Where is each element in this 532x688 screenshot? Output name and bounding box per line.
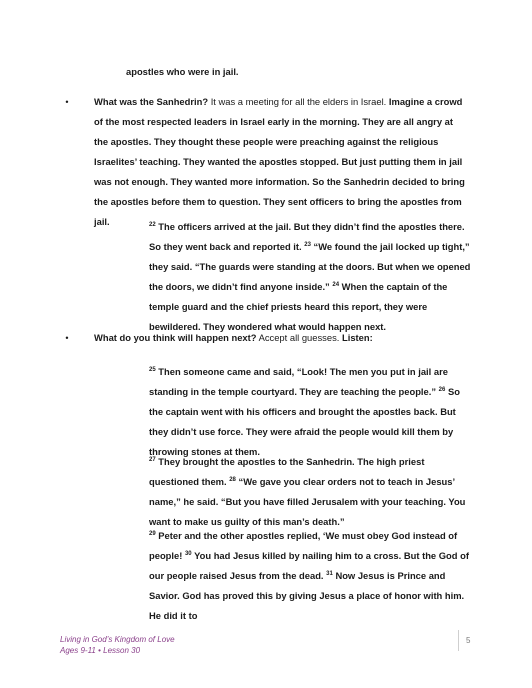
bullet-q1: • — [65, 97, 69, 107]
verse-text: Now Jesus is Prince and Savior. God has proved this by giving Jesus a place of honor with him. He did it to — [149, 570, 465, 621]
verse-number: 28 — [229, 477, 236, 483]
verse-text: Peter and the other apostles replied, ‘We must obey God instead of people! — [149, 530, 458, 561]
scripture-quote-29-31 — [149, 526, 474, 626]
verse-text: You had Jesus killed by nailing him to a cross. But the God of our people raised Jesus from the dead. — [149, 550, 469, 581]
scripture-quote-25-26 — [149, 362, 474, 462]
verse-text: Then someone came and said, “Look! The men you put in jail are standing in the temple courtyard. They are teaching the people.” — [149, 366, 448, 397]
question-sanhedrin — [94, 92, 469, 232]
continuation-text: apostles who were in jail. — [126, 66, 239, 77]
verse-number: 24 — [332, 282, 340, 288]
verse-number: 23 — [304, 242, 311, 248]
footer-separator: • — [98, 646, 101, 655]
verse-number: 25 — [149, 367, 156, 373]
question-label: What was the Sanhedrin? — [94, 96, 209, 107]
verse-number: 26 — [438, 387, 446, 393]
verse-text: “We gave you clear orders not to teach in Jesus’ name,” he said. “But you have filled Jerusalem with your teaching. You want to make us guilty of this man’s death.” — [149, 476, 466, 527]
scripture-quote-27-28 — [149, 452, 474, 532]
footer-title — [60, 634, 175, 656]
page-number: 5 — [466, 636, 471, 645]
question-answer: It was a meeting for all the elders in Israel. — [210, 96, 387, 107]
question-label: What do you think will happen next? — [94, 332, 257, 343]
footer-ages: Ages 9-11 — [60, 646, 96, 655]
verse-text: When the captain of the temple guard and the chief priests heard this report, they were bewildered. They wondered what would happen next. — [149, 281, 448, 332]
footer-divider — [458, 630, 459, 651]
footer-lesson: Lesson 30 — [103, 646, 141, 655]
footer-lesson-info — [60, 645, 175, 656]
verse-number: 29 — [149, 531, 156, 537]
bullet-q2: • — [65, 333, 69, 343]
verse-text: So the captain went with his officers and brought the apostles back. But they didn’t use force. They were afraid the people would kill them by throwing stones at them. — [149, 386, 460, 457]
verse-number: 31 — [326, 571, 333, 577]
verse-text: They brought the apostles to the Sanhedrin. The high priest questioned them. — [149, 456, 425, 487]
listen-label: Listen: — [341, 332, 373, 343]
question-explanation: Imagine a crowd of the most respected leaders in Israel early in the morning. They are all angry at the apostles. They thought these people were preaching against the religious Israelites’ teaching. They wanted the apostles stopped. But just putting them in jail was not enough. They wanted more information. So the Sanhedrin decided to bring the apostles before them to question. They sent officers to bring the apostles from jail. — [94, 96, 465, 227]
question-answer: Accept all guesses. — [258, 332, 340, 343]
verse-number: 30 — [184, 551, 192, 557]
footer-book-title: Living in God’s Kingdom of Love — [60, 635, 175, 644]
scripture-quote-22-24 — [149, 217, 474, 337]
verse-number: 22 — [149, 222, 156, 228]
verse-text: “We found the jail locked up tight,” they said. “The guards were standing at the doors. But when we opened the doors, we didn’t find anyone inside.” — [149, 241, 471, 292]
question-what-next — [94, 328, 469, 348]
verse-text: The officers arrived at the jail. But they didn’t find the apostles there. So they went back and reported it. — [149, 221, 465, 252]
verse-number: 27 — [149, 457, 156, 463]
